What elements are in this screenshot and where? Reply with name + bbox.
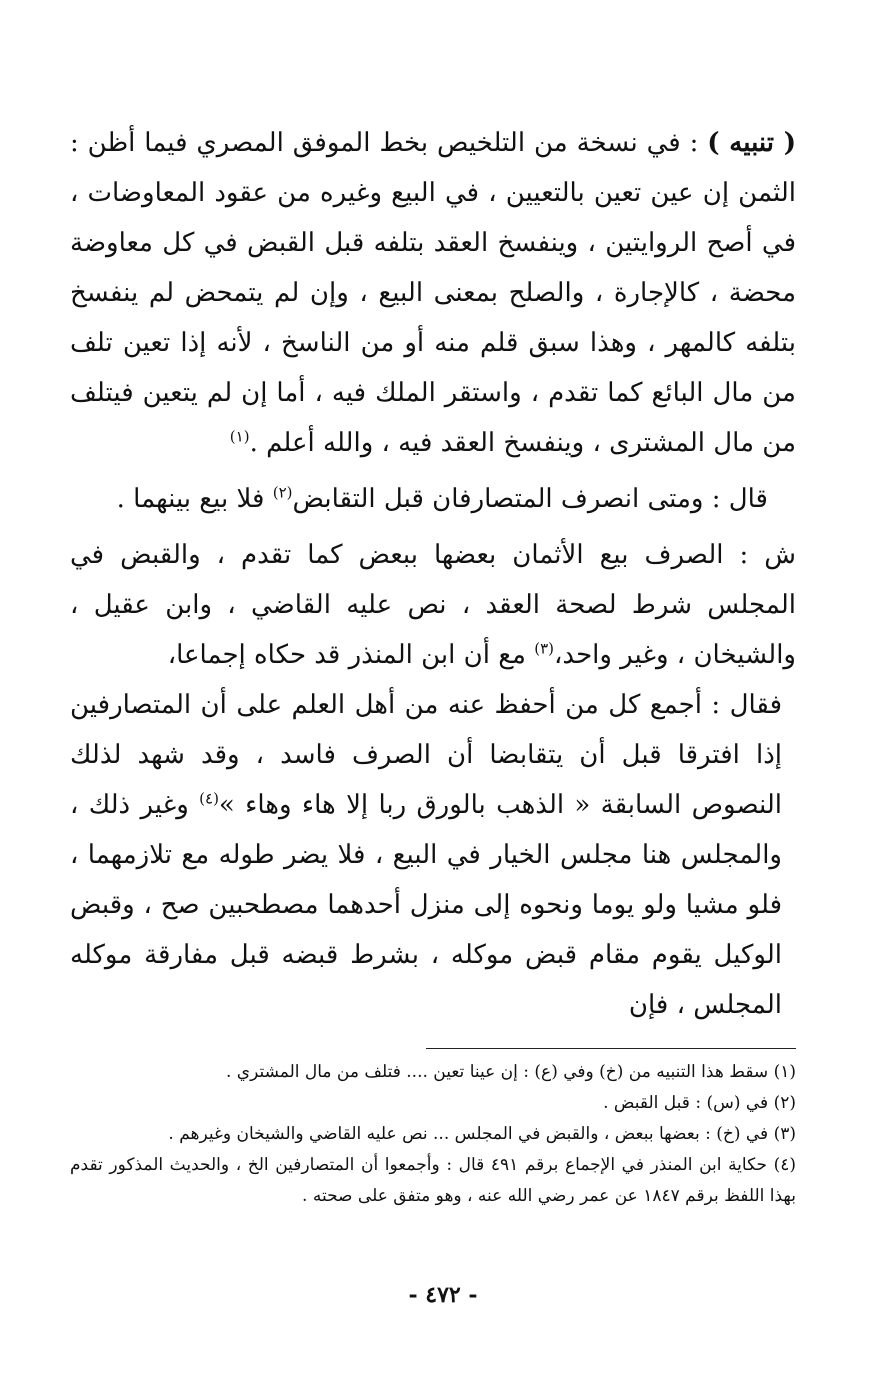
- footnote-ref-3[interactable]: (٣): [534, 639, 555, 658]
- paragraph-sharh: [70, 530, 796, 680]
- footnote-3: (٣) في (خ) : بعضها ببعض ، والقبض في المجلس ... نص عليه القاضي والشيخان وغيرهم .: [168, 1124, 796, 1144]
- paragraph-tanbih: [70, 118, 796, 468]
- paragraph-ijma-quote: [70, 680, 796, 1030]
- quote-text-before: فقال : أجمع كل من أحفظ عنه من أهل العلم على أن المتصارفين إذا افترقا قبل أن يتقابضا أن الصرف فاسد ، وقد شهد لذلك النصوص السابقة « الذهب بالورق ربا إلا هاء وهاء »: [70, 690, 782, 820]
- quote-text-after: وغير ذلك ، والمجلس هنا مجلس الخيار في البيع ، فلا يضر طوله مع تلازمهما ، فلو مشيا ولو يوما ونحوه إلى منزل أحدهما مصطحبين صح ، وقبض الوكيل يقوم مقام قبض موكله ، بشرط قبضه قبل مفارقة موكله المجلس ، فإن: [70, 790, 782, 1020]
- sharh-text-before: ش : الصرف بيع الأثمان بعضها ببعض كما تقدم ، والقبض في المجلس شرط لصحة العقد ، نص عليه القاضي ، وابن عقيل ، والشيخان ، وغير واحد،: [70, 540, 796, 670]
- matn-text-after: فلا بيع بينهما .: [116, 484, 273, 514]
- footnote-ref-1[interactable]: (١): [229, 427, 250, 446]
- footnote-4: (٤) حكاية ابن المنذر في الإجماع برقم ٤٩١ قال : وأجمعوا أن المتصارفين الخ ، والحديث المذكور تقدم بهذا اللفظ برقم ١٨٤٧ عن عمر رضي الله عنه ، وهو متفق على صحته .: [70, 1155, 796, 1206]
- document-page: [70, 118, 796, 1378]
- footnote-ref-2[interactable]: (٢): [272, 483, 293, 502]
- paragraph-matn: [70, 474, 796, 524]
- sharh-text-after: مع أن ابن المنذر قد حكاه إجماعا،: [167, 640, 535, 670]
- matn-text-before: قال : ومتى انصرف المتصارفان قبل التقابض: [292, 484, 768, 514]
- tanbih-label: ( تنبيه ): [707, 128, 796, 158]
- footnote-1: (١) سقط هذا التنبيه من (خ) وفي (ع) : إن عينا تعين .... فتلف من مال المشتري .: [225, 1062, 796, 1082]
- tanbih-text: : في نسخة من التلخيص بخط الموفق المصري فيما أظن : الثمن إن عين تعين بالتعيين ، في البيع وغيره من عقود المعاوضات ، في أصح الروايتين ، وينفسخ العقد بتلفه قبل القبض في كل معاوضة محضة ، كالإجارة ، والصلح بمعنى البيع ، وإن لم يتمحض لم ينفسخ بتلفه كالمهر ، وهذا سبق قلم منه أو من الناسخ ، لأنه إذا تعين تلف من مال البائع كما تقدم ، واستقر الملك فيه ، أما إن لم يتعين فيتلف من مال المشترى ، وينفسخ العقد فيه ، والله أعلم .: [70, 128, 796, 458]
- page-number: - ٤٧٢ -: [408, 1282, 478, 1308]
- footnote-2: (٢) في (س) : قبل القبض .: [603, 1093, 796, 1113]
- footnote-ref-4[interactable]: (٤): [199, 789, 219, 808]
- footnote-divider: [426, 1048, 796, 1049]
- footnotes-section: [70, 1057, 796, 1212]
